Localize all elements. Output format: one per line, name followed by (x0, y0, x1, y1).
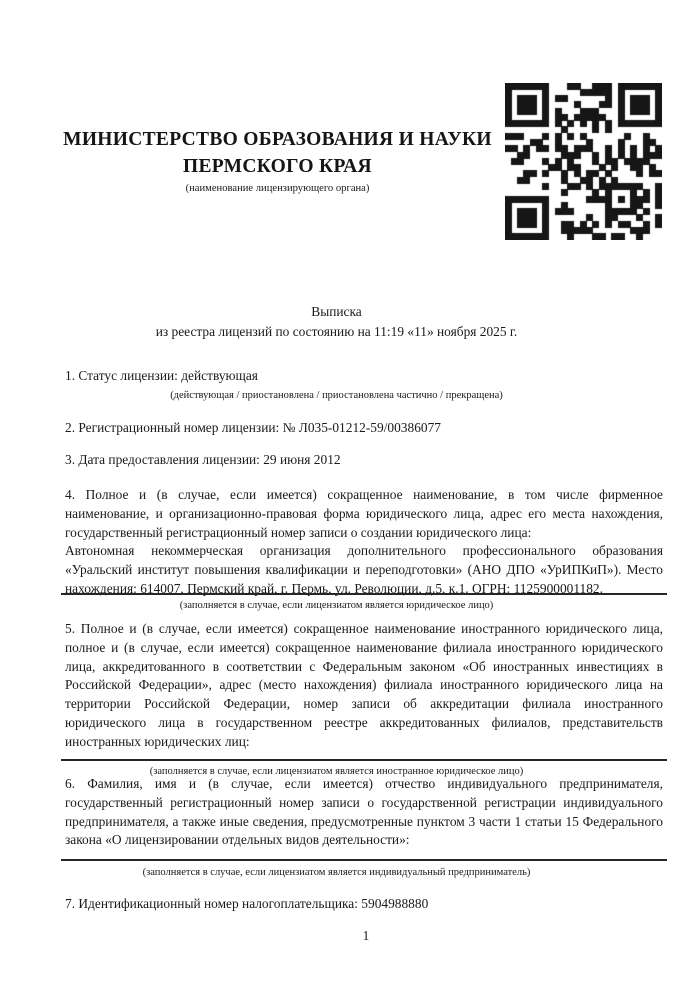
legal-entity-item (65, 486, 663, 612)
document-title-line1: Выписка (311, 304, 362, 319)
entrepreneur-label: 6. Фамилия, имя и (в случае, если имеется) отчество индивидуального предпринимателя, государственный регистрационный номер записи о государственной регистрации индивидуального предпринимателя, а также иные сведения, предусмотренные пунктом 3 части 1 статьи 15 Федерального закона «О лицензировании отдельных видов деятельности»: (65, 776, 663, 848)
ministry-name-line1: МИНИСТЕРСТВО ОБРАЗОВАНИЯ И НАУКИ (63, 129, 492, 150)
foreign-entity-item (65, 620, 663, 778)
legal-entity-label: 4. Полное и (в случае, если имеется) сокращенное наименование, в том числе фирменное наименование, и организационно-правовая форма юридического лица, адрес его места нахождения, государственный регистрационный номер записи о создании юридического лица: (65, 487, 663, 540)
license-grant-date-item: 3. Дата предоставления лицензии: 29 июня 2012 (65, 452, 341, 467)
license-status-item (65, 367, 663, 402)
fill-in-line (61, 593, 667, 595)
entrepreneur-item (65, 775, 663, 879)
foreign-entity-label: 5. Полное и (в случае, если имеется) сокращенное наименование иностранного юридического лица, полное и (в случае, если имеется) сокращенное наименование филиала иностранного юридического лица, аккредитованного в соответствии с Федеральным законом «Об иностранных инвестициях в Российской Федерации», адрес (место нахождения) филиала иностранного юридического лица на территории Российской Федерации, номер записи об аккредитации филиала иностранного юридического лица в государственном реестре аккредитованных филиалов, представительств иностранных юридических лиц: (65, 621, 663, 749)
license-status-note: (действующая / приостановлена / приостановлена частично / прекращена) (170, 389, 503, 401)
document-title (65, 302, 663, 341)
legal-entity-note: (заполняется в случае, если лицензиатом является юридическое лицо) (179, 599, 494, 611)
fill-in-line (61, 759, 667, 761)
legal-entity-value: Автономная некоммерческая организация дополнительного профессионального образования «Уральский институт повышения квалификации и переподготовки» (АНО ДПО «УрИПКиП»). Место нахождения: 614007, Пермский край, г. Пермь, ул. Революции, д.5, к.1. ОГРН: 1125900001182. (65, 543, 663, 596)
licensing-authority-block (47, 127, 508, 195)
foreign-entity-note: (заполняется в случае, если лицензиатом является иностранное юридическое лицо) (149, 765, 524, 777)
page-number: 1 (362, 928, 370, 943)
document-title-line2: из реестра лицензий по состоянию на 11:19 «11» ноября 2025 г. (155, 323, 518, 339)
license-status-text: 1. Статус лицензии: действующая (65, 368, 258, 383)
entrepreneur-note: (заполняется в случае, если лицензиатом является индивидуальный предприниматель) (142, 867, 531, 879)
fill-in-line (61, 859, 667, 861)
registration-number-item: 2. Регистрационный номер лицензии: № Л035-01212-59/00386077 (65, 420, 441, 435)
qr-code-icon (505, 83, 662, 240)
ministry-name-line2: ПЕРМСКОГО КРАЯ (183, 155, 372, 177)
taxpayer-number-item: 7. Идентификационный номер налогоплательщика: 5904988880 (65, 896, 429, 911)
ministry-caption: (наименование лицензирующего органа) (185, 183, 370, 194)
